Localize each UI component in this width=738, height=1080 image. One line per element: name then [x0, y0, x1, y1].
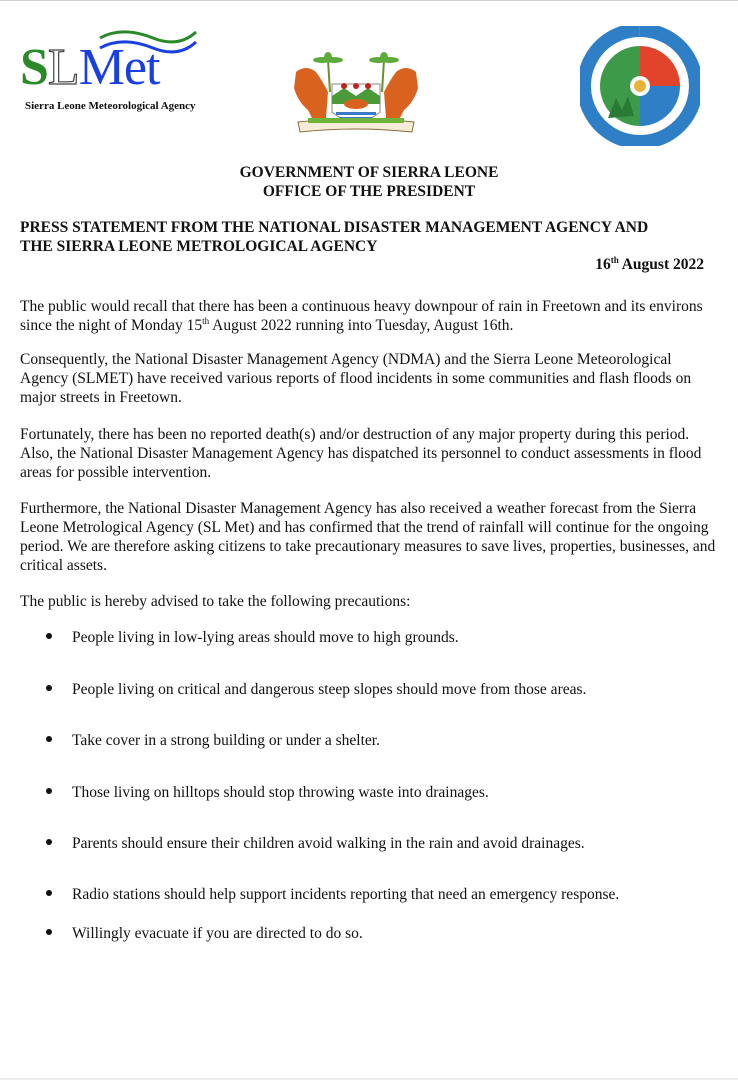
bullet-icon [46, 890, 52, 896]
bullet-icon [46, 736, 52, 742]
list-item-text: Parents should ensure their children avoid walking in the rain and avoid drainages. [72, 835, 585, 852]
list-item-text: People living on critical and dangerous steep slopes should move from those areas. [72, 681, 587, 698]
bullet-icon [46, 685, 52, 691]
list-item-text: Willingly evacuate if you are directed to do so. [72, 925, 363, 942]
list-item [46, 629, 459, 647]
slmet-wordmark [20, 39, 160, 96]
list-item [46, 835, 585, 853]
bullet-icon [46, 839, 52, 845]
list-item [46, 886, 619, 904]
list-item-text: Take cover in a strong building or under a shelter. [72, 732, 380, 749]
list-item [46, 925, 363, 943]
p1-text-b: August 2022 running into Tuesday, August 16th. [209, 317, 514, 334]
paragraph-5: The public is hereby advised to take the following precautions: [20, 593, 411, 610]
list-item-text: Those living on hilltops should stop throwing waste into drainages. [72, 784, 489, 801]
paragraph-3: Fortunately, there has been no reported death(s) and/or destruction of any major property during this period. Also, the National Disaster Management Agency has dispatched its personnel to conduct assessments in flood areas for possible intervention. [20, 426, 702, 481]
date-day: 16 [595, 256, 611, 273]
paragraph-4: Furthermore, the National Disaster Management Agency has also received a weather forecast from the Sierra Leone Metrological Agency (SL Met) and has confirmed that the trend of rainfall will continue for the ongoing period. We are therefore asking citizens to take precautionary measures to save lives, properties, businesses, and critical assets. [20, 500, 716, 574]
list-item [46, 681, 586, 699]
press-statement-title [20, 218, 720, 256]
bullet-icon [46, 788, 52, 794]
press-title-line-1: PRESS STATEMENT FROM THE NATIONAL DISASTER MANAGEMENT AGENCY AND [20, 219, 649, 236]
p1-sup: th [202, 316, 210, 326]
p1-text-a: The public would recall that there has been a continuous heavy downpour of rain in Freetown and its environs since the night of Monday 15 [20, 298, 703, 334]
office-heading: OFFICE OF THE PRESIDENT [262, 183, 476, 200]
press-title-line-2: THE SIERRA LEONE METROLOGICAL AGENCY [20, 238, 378, 255]
coat-of-arms-icon [288, 52, 424, 138]
list-item [46, 732, 380, 750]
statement-date [595, 256, 704, 274]
list-item-text: People living in low-lying areas should move to high grounds. [72, 629, 459, 646]
slmet-caption: Sierra Leone Meteorological Agency [25, 100, 196, 112]
ndma-logo-icon [580, 26, 700, 146]
list-item-text: Radio stations should help support incidents reporting that need an emergency response. [72, 886, 620, 903]
slmet-l: L [47, 39, 79, 96]
slmet-logo [20, 28, 200, 118]
top-border [0, 0, 738, 1]
paragraph-1 [20, 297, 720, 335]
slmet-met: Met [78, 39, 160, 96]
bullet-icon [46, 929, 52, 935]
paragraph-2: Consequently, the National Disaster Management Agency (NDMA) and the Sierra Leone Meteorological Agency (SLMET) have received various reports of flood incidents in some communities and flash floods on major streets in Freetown. [20, 351, 692, 406]
slmet-s: S [20, 39, 48, 96]
list-item [46, 784, 489, 802]
bullet-icon [46, 633, 52, 639]
government-heading: GOVERNMENT OF SIERRA LEONE [239, 164, 499, 181]
date-rest: August 2022 [618, 256, 704, 273]
date-suffix: th [610, 255, 619, 265]
